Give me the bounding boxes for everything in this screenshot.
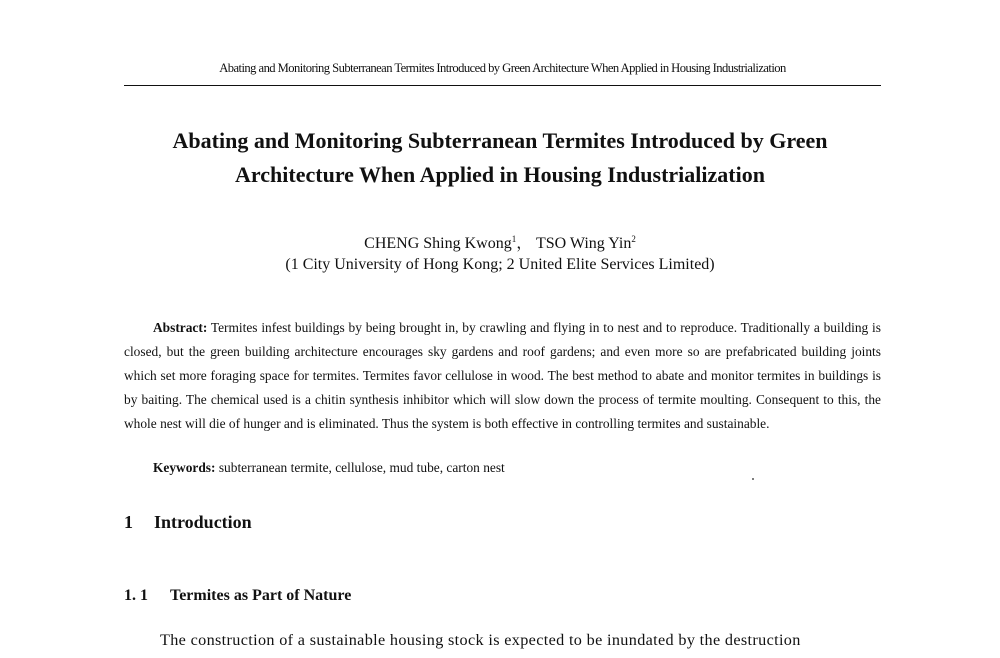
keywords-text: subterranean termite, cellulose, mud tube, carton nest <box>218 460 505 475</box>
abstract-text: Termites infest buildings by being brought in, by crawling and flying in to nest and to reproduce. Traditionally a building is closed, but the green building architecture encourages sky gardens and roof gardens; and even more so are prefabricated building joints which set more foraging space for termites. Termites favor cellulose in wood. The best method to abate and monitor termites in buildings is by baiting. The chemical used is a chitin synthesis inhibitor which will slow down the process of termite moulting. Consequent to this, the whole nest will die of hunger and is eliminated. Thus the system is both effective in controlling termites and sustainable. <box>124 320 881 431</box>
running-header: Abating and Monitoring Subterranean Termites Introduced by Green Architecture When Applied in Housing Industrialization <box>219 61 786 75</box>
author-line <box>150 230 850 253</box>
section-number: 1 <box>124 512 133 532</box>
paper-title <box>100 124 900 192</box>
abstract <box>124 316 881 436</box>
author-separator: ， <box>516 235 533 252</box>
subsection-heading-termites <box>124 587 351 605</box>
section-title: Introduction <box>154 512 252 532</box>
body-paragraph: The construction of a sustainable housing stock is expected to be inundated by the destruction <box>160 631 801 649</box>
keywords <box>153 460 505 476</box>
author-2-mark: 2 <box>631 234 636 244</box>
author-1-mark: 1 <box>511 234 517 244</box>
header-rule <box>124 85 881 86</box>
subsection-number: 1. 1 <box>124 587 148 604</box>
abstract-label: Abstract: <box>153 320 208 335</box>
title-line-2: Architecture When Applied in Housing Industrialization <box>235 162 765 187</box>
subsection-title: Termites as Part of Nature <box>170 587 352 604</box>
scan-speck <box>752 478 754 480</box>
author-2-name: TSO Wing Yin <box>535 235 632 252</box>
keywords-label: Keywords: <box>153 460 216 475</box>
section-heading-introduction <box>124 512 252 533</box>
author-1-name: CHENG Shing Kwong <box>364 235 512 252</box>
title-line-1: Abating and Monitoring Subterranean Termites Introduced by Green <box>172 128 828 153</box>
affiliations: (1 City University of Hong Kong; 2 United Elite Services Limited) <box>285 256 715 273</box>
